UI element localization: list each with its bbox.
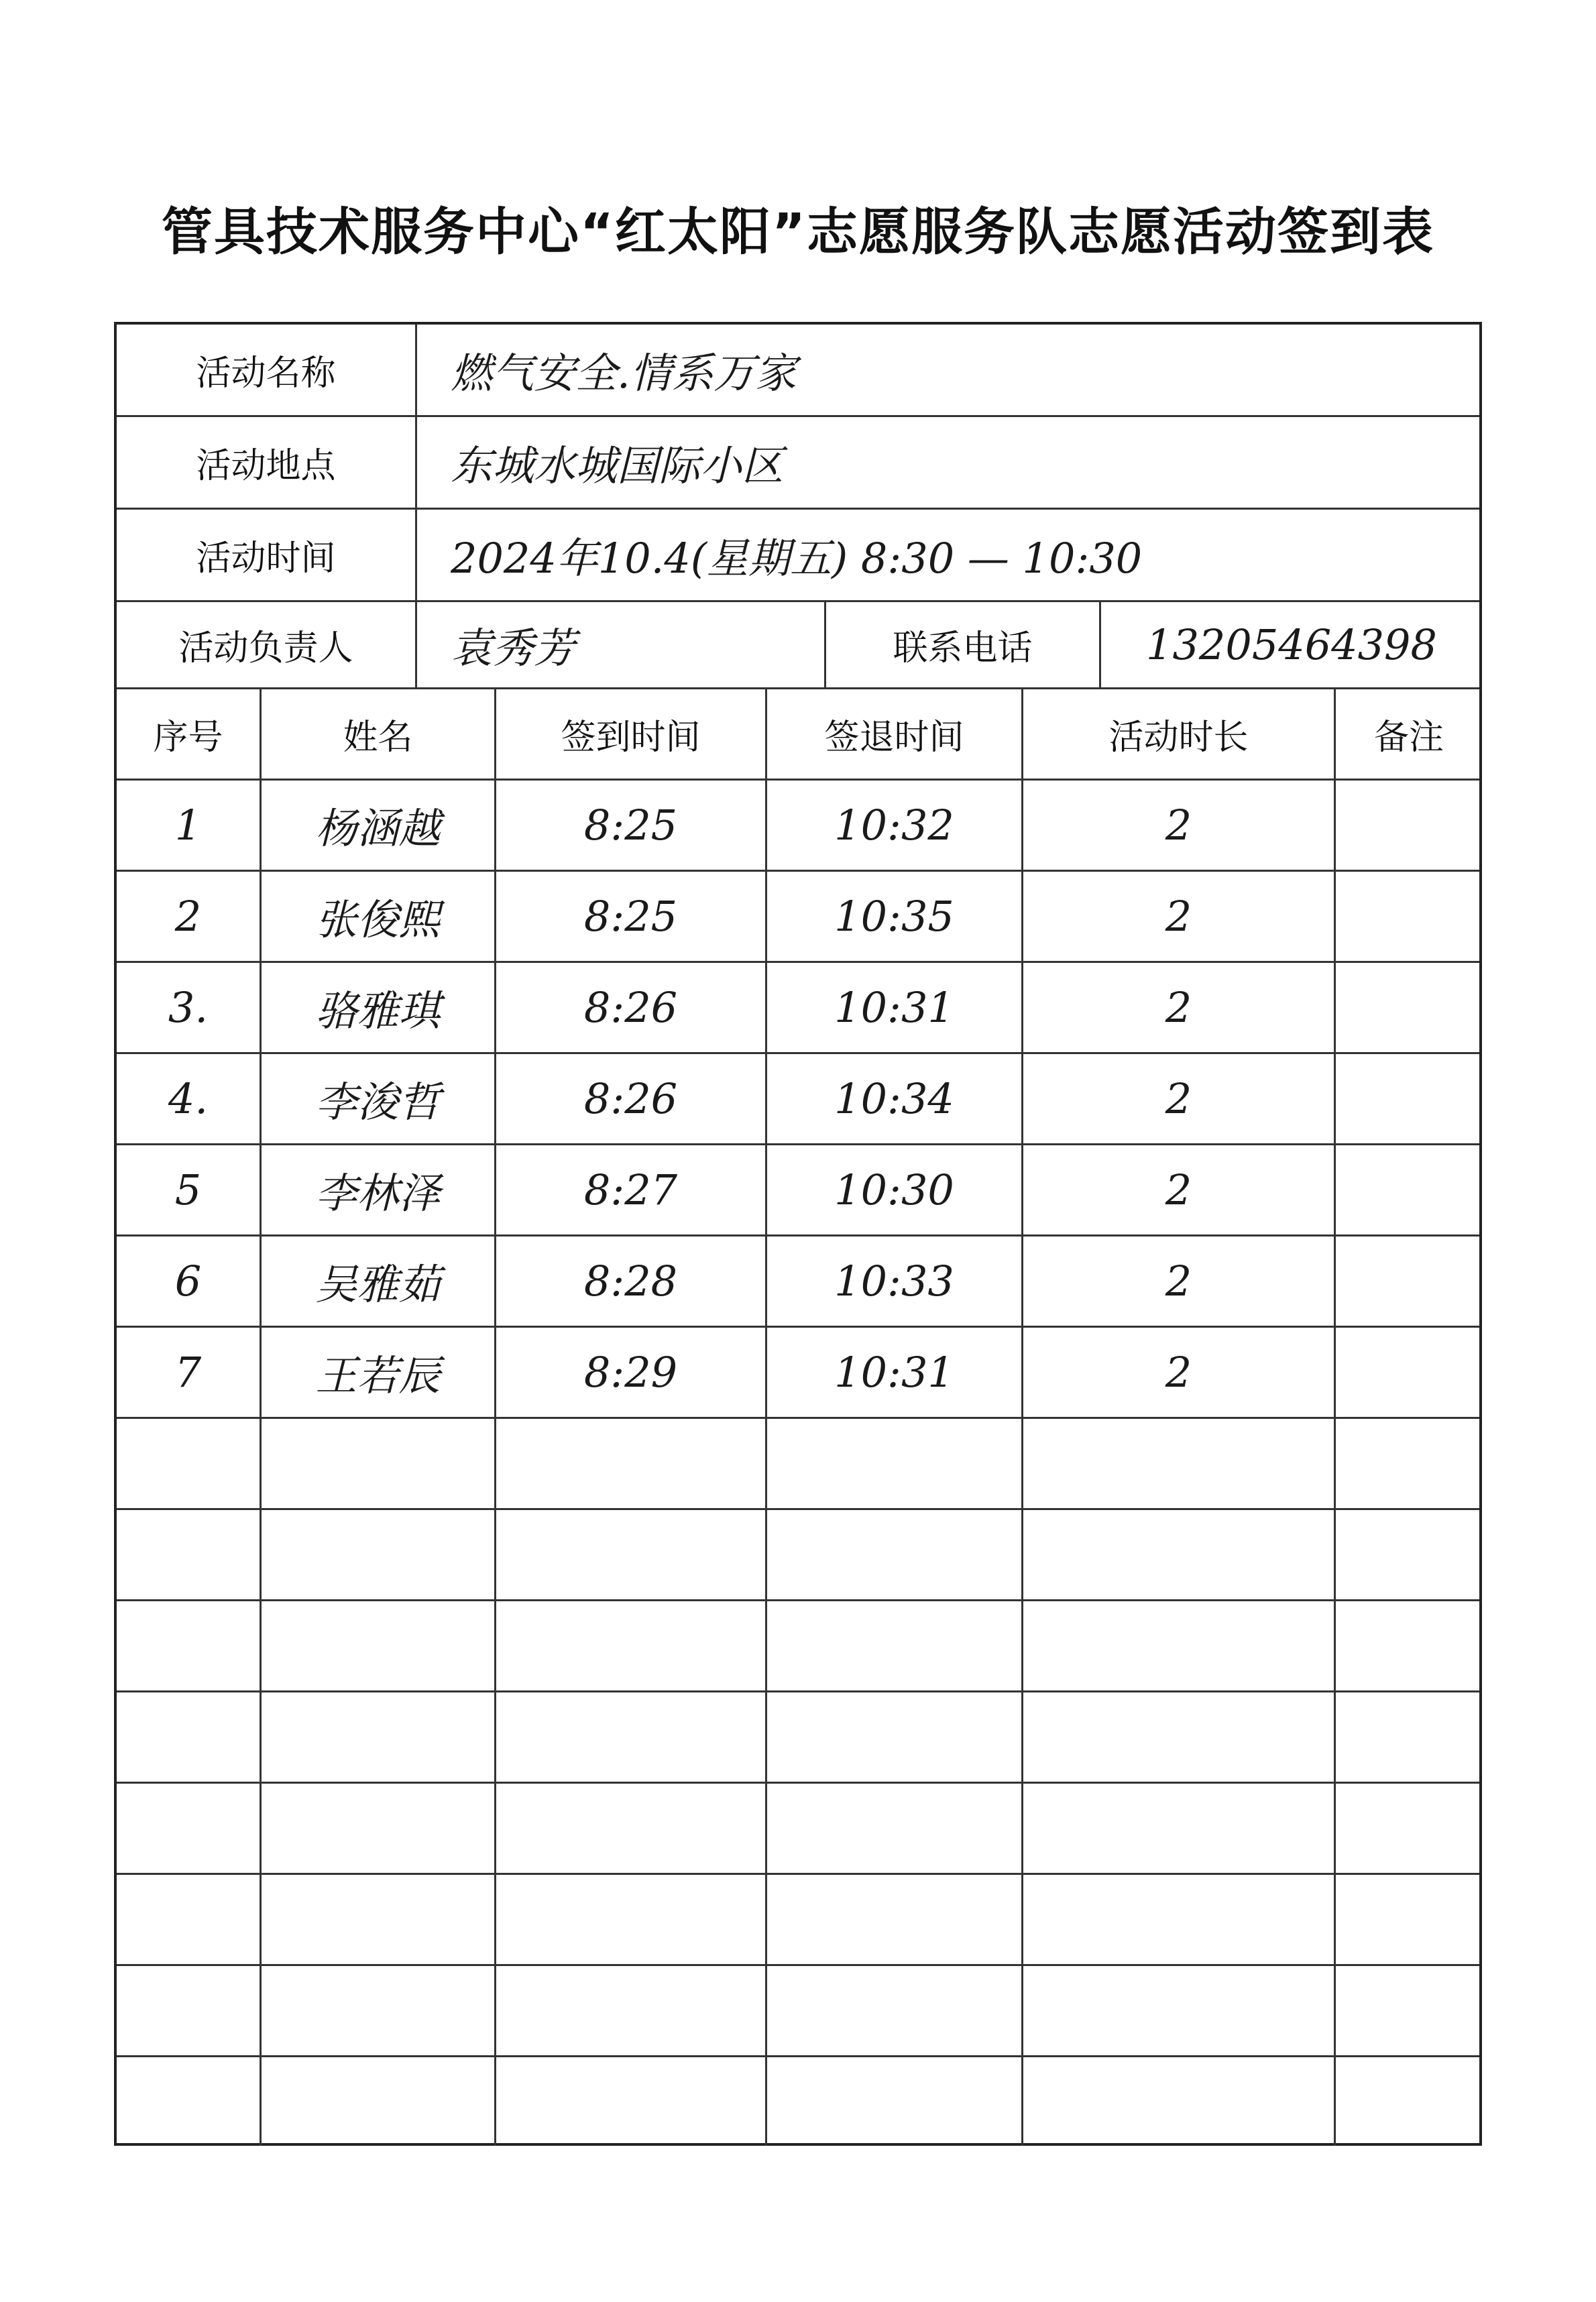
info-row-time: [117, 510, 1479, 602]
row-name: 王若辰: [262, 1328, 496, 1417]
row-note: [1336, 963, 1482, 1052]
row-sign-in: 8:26: [496, 963, 767, 1052]
row-note: [1336, 1328, 1482, 1417]
contact-phone-label: 联系电话: [826, 602, 1101, 687]
header-sign-in-time: 签到时间: [496, 689, 767, 779]
activity-name-value: 燃气安全.情系万家: [451, 349, 797, 398]
row-sign-out: 10:35: [767, 872, 1023, 961]
row-name: 李浚哲: [262, 1054, 496, 1143]
row-sign-out: 10:31: [767, 963, 1023, 1052]
row-duration: 2: [1023, 872, 1336, 961]
row-no: 1: [117, 781, 262, 870]
activity-leader-value: 袁秀芳: [417, 602, 826, 687]
row-sign-out: 10:32: [767, 781, 1023, 870]
row-duration: 2: [1023, 1328, 1336, 1417]
table-row: [117, 781, 1479, 872]
table-row: [117, 1236, 1479, 1328]
activity-location-label: 活动地点: [117, 417, 417, 508]
row-name: 杨涵越: [262, 781, 496, 870]
row-name: 李林泽: [262, 1145, 496, 1234]
empty-table-row: [117, 1419, 1479, 1510]
contact-phone-value: 13205464398: [1146, 620, 1437, 669]
row-sign-out: 10:31: [767, 1328, 1023, 1417]
row-sign-out: 10:34: [767, 1054, 1023, 1143]
header-name: 姓名: [262, 689, 496, 779]
row-sign-in: 8:29: [496, 1328, 767, 1417]
activity-time-label: 活动时间: [117, 510, 417, 600]
row-no: 6: [117, 1236, 262, 1326]
table-row: [117, 1328, 1479, 1419]
row-name: 骆雅琪: [262, 963, 496, 1052]
row-no: 3.: [117, 963, 262, 1052]
empty-table-row: [117, 1966, 1479, 2057]
row-sign-in: 8:25: [496, 781, 767, 870]
table-row: [117, 963, 1479, 1054]
info-row-name: [117, 325, 1479, 417]
table-row: [117, 1145, 1479, 1236]
sign-in-sheet: [114, 322, 1482, 2146]
activity-leader-label: 活动负责人: [117, 602, 417, 687]
info-row-location: [117, 417, 1479, 510]
table-header-row: [117, 689, 1479, 781]
page-title: 管具技术服务中心“红太阳”志愿服务队志愿活动签到表: [162, 202, 1434, 262]
row-duration: 2: [1023, 1054, 1336, 1143]
row-sign-in: 8:28: [496, 1236, 767, 1326]
row-note: [1336, 872, 1482, 961]
row-note: [1336, 1236, 1482, 1326]
empty-table-row: [117, 1510, 1479, 1601]
header-sign-out-time: 签退时间: [767, 689, 1023, 779]
row-sign-in: 8:26: [496, 1054, 767, 1143]
row-name: 张俊熙: [262, 872, 496, 961]
row-no: 4.: [117, 1054, 262, 1143]
row-sign-out: 10:33: [767, 1236, 1023, 1326]
header-note: 备注: [1373, 717, 1444, 758]
row-sign-in: 8:27: [496, 1145, 767, 1234]
row-duration: 2: [1023, 1236, 1336, 1326]
row-sign-out: 10:30: [767, 1145, 1023, 1234]
header-duration: 活动时长: [1023, 689, 1336, 779]
row-no: 7: [117, 1328, 262, 1417]
activity-name-label: 活动名称: [117, 325, 417, 415]
info-row-leader: [117, 602, 1479, 689]
empty-table-row: [117, 1875, 1479, 1966]
table-row: [117, 872, 1479, 963]
row-sign-in: 8:25: [496, 872, 767, 961]
row-duration: 2: [1023, 781, 1336, 870]
row-note: [1336, 781, 1482, 870]
table-row: [117, 1054, 1479, 1145]
activity-location-value: 东城水城国际小区: [451, 441, 784, 490]
header-no: 序号: [117, 689, 262, 779]
empty-table-row: [117, 1601, 1479, 1692]
empty-table-row: [117, 2057, 1479, 2146]
row-duration: 2: [1023, 963, 1336, 1052]
activity-time-value: 2024年10.4(星期五) 8:30 — 10:30: [451, 534, 1143, 583]
row-note: [1336, 1145, 1482, 1234]
row-no: 2: [117, 872, 262, 961]
row-note: [1336, 1054, 1482, 1143]
row-name: 吴雅茹: [262, 1236, 496, 1326]
row-duration: 2: [1023, 1145, 1336, 1234]
empty-table-row: [117, 1784, 1479, 1875]
row-no: 5: [117, 1145, 262, 1234]
empty-table-row: [117, 1692, 1479, 1784]
